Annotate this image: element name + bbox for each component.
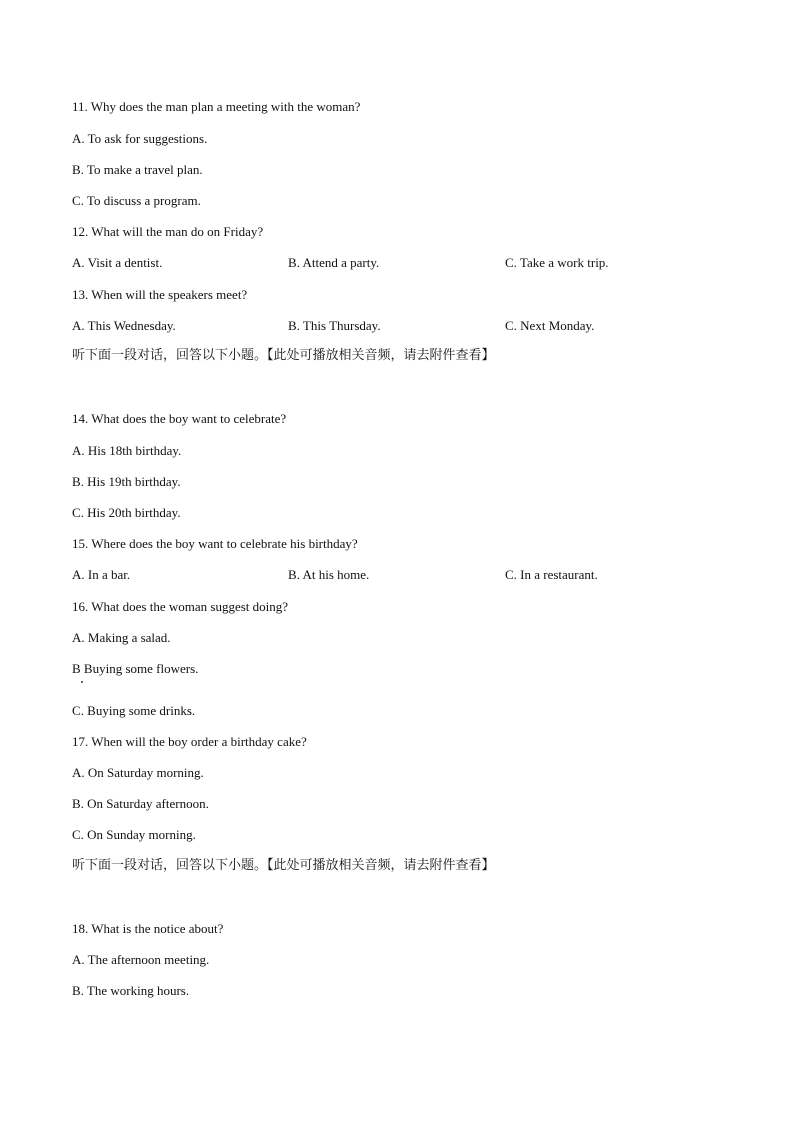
- q17-option-b: B. On Saturday afternoon.: [72, 796, 209, 811]
- q15-option-a: A. In a bar.: [72, 567, 131, 582]
- q16-option-c: C. Buying some drinks.: [72, 703, 196, 718]
- q14-option-a: A. His 18th birthday.: [72, 443, 182, 458]
- q11-option-c: C. To discuss a program.: [72, 193, 201, 208]
- question-17: 17. When will the boy order a birthday cake?: [72, 734, 307, 749]
- q15-option-c: C. In a restaurant.: [505, 567, 598, 582]
- q15-options-row: [72, 567, 732, 583]
- q11-option-a: A. To ask for suggestions.: [72, 131, 208, 146]
- question-14: 14. What does the boy want to celebrate?: [72, 411, 287, 426]
- q13-option-a: A. This Wednesday.: [72, 318, 176, 333]
- question-11: 11. Why does the man plan a meeting with the woman?: [72, 99, 361, 114]
- q14-option-c: C. His 20th birthday.: [72, 505, 181, 520]
- q13-options-row: [72, 318, 732, 334]
- question-18: 18. What is the notice about?: [72, 921, 224, 936]
- listening-instruction-2: 听下面一段对话，回答以下小题。【此处可播放相关音频，请去附件查看】: [72, 858, 495, 873]
- q16-option-b: B Buying some flowers.: [72, 661, 199, 676]
- q17-option-a: A. On Saturday morning.: [72, 765, 204, 780]
- q13-option-c: C. Next Monday.: [505, 318, 595, 333]
- question-16: 16. What does the woman suggest doing?: [72, 599, 289, 614]
- q12-option-c: C. Take a work trip.: [505, 255, 609, 270]
- stray-dot-mark: [81, 681, 83, 683]
- q13-option-b: B. This Thursday.: [288, 318, 381, 333]
- q16-option-a: A. Making a salad.: [72, 630, 171, 645]
- question-13: 13. When will the speakers meet?: [72, 287, 248, 302]
- q12-options-row: [72, 255, 732, 271]
- question-12: 12. What will the man do on Friday?: [72, 224, 264, 239]
- q18-option-a: A. The afternoon meeting.: [72, 952, 210, 967]
- q12-option-b: B. Attend a party.: [288, 255, 380, 270]
- q17-option-c: C. On Sunday morning.: [72, 827, 196, 842]
- listening-instruction-1: 听下面一段对话，回答以下小题。【此处可播放相关音频，请去附件查看】: [72, 348, 495, 363]
- q14-option-b: B. His 19th birthday.: [72, 474, 181, 489]
- q15-option-b: B. At his home.: [288, 567, 370, 582]
- q11-option-b: B. To make a travel plan.: [72, 162, 203, 177]
- question-15: 15. Where does the boy want to celebrate his birthday?: [72, 536, 358, 551]
- q18-option-b: B. The working hours.: [72, 983, 190, 998]
- q12-option-a: A. Visit a dentist.: [72, 255, 163, 270]
